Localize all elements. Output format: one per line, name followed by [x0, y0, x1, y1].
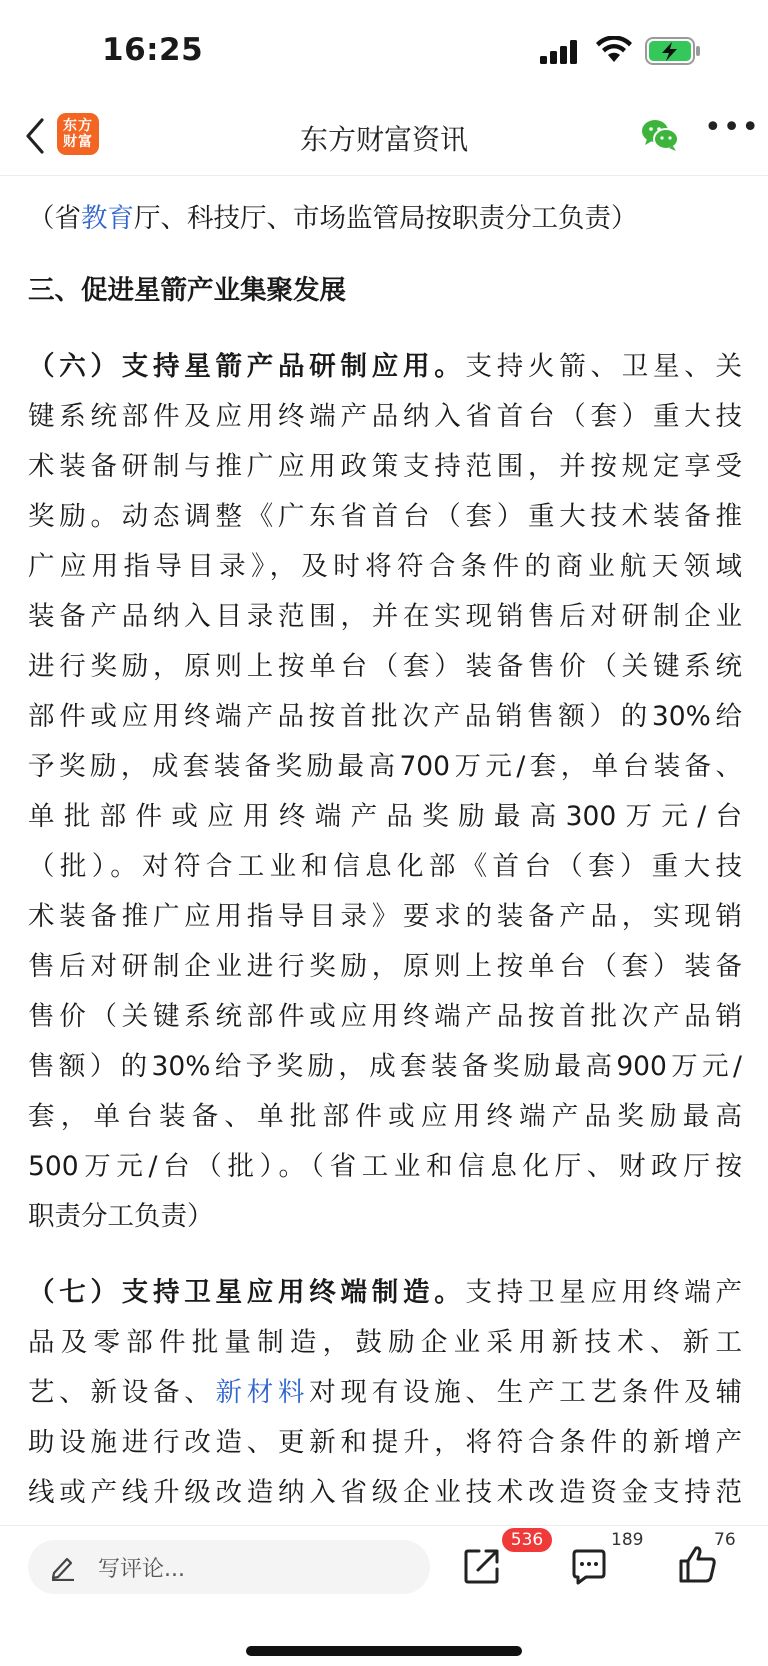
section-heading: 三、促进星箭产业集聚发展 [28, 275, 346, 306]
logo-line-1: 东方 [63, 118, 93, 134]
link-new-materials[interactable]: 新材料 [215, 1377, 310, 1408]
comment-input[interactable] [28, 1540, 430, 1594]
cellular-signal-icon [540, 40, 580, 64]
paragraph-line: （七）支持卫星应用终端制造。支持卫星应用终端产 [28, 1277, 742, 1308]
nav-bar [0, 100, 768, 176]
article-body [28, 160, 742, 1525]
like-count: 76 [714, 1530, 736, 1550]
share-icon[interactable] [462, 1546, 502, 1586]
thumbs-up-icon[interactable] [678, 1544, 718, 1584]
bottom-action-bar [0, 1525, 768, 1666]
paragraph-line: 品及零部件批量制造，鼓励企业采用新技术、新工 [28, 1327, 742, 1358]
paragraph-line: 予奖励，成套装备奖励最高700万元/套，单台装备、 [28, 751, 742, 782]
wifi-icon [596, 36, 632, 64]
paragraph-line: 部件或应用终端产品按首批次产品销售额）的30%给 [28, 701, 742, 732]
paragraph-lead: （六）支持星箭产品研制应用。 [28, 351, 466, 382]
paragraph-six [28, 342, 742, 1242]
paragraph-lead: （七）支持卫星应用终端制造。 [28, 1277, 466, 1308]
more-options-icon[interactable]: ••• [704, 110, 761, 145]
paragraph-line: 进行奖励，原则上按单台（套）装备售价（关键系统 [28, 651, 742, 682]
status-time: 16:25 [102, 32, 204, 68]
paragraph-line: 售额）的30%给予奖励，成套装备奖励最高900万元/ [28, 1051, 742, 1082]
paragraph-line: 500万元/台（批）。（省工业和信息化厅、财政厅按 [28, 1151, 742, 1182]
paragraph-line: 助设施进行改造、更新和提升，将符合条件的新增产 [28, 1427, 742, 1458]
paragraph-line: （六）支持星箭产品研制应用。支持火箭、卫星、关 [28, 351, 742, 382]
comment-icon[interactable] [570, 1548, 608, 1586]
paragraph-line [28, 194, 742, 244]
paragraph-line: 售后对研制企业进行奖励，原则上按单台（套）装备 [28, 951, 742, 982]
paragraph-line: （批）。对符合工业和信息化部《首台（套）重大技 [28, 851, 742, 882]
paragraph-line: 单批部件或应用终端产品奖励最高300万元/台 [28, 801, 742, 832]
logo-line-2: 财富 [63, 134, 93, 150]
link-education[interactable]: 教育 [81, 203, 134, 234]
comment-placeholder: 写评论... [98, 1557, 185, 1582]
paragraph-line: 广应用指导目录》，及时将符合条件的商业航天领域 [28, 551, 742, 582]
paragraph-line: 装备产品纳入目录范围，并在实现销售后对研制企业 [28, 601, 742, 632]
paragraph-line: 线或产线升级改造纳入省级企业技术改造资金支持范 [28, 1477, 742, 1508]
status-bar [0, 0, 768, 100]
paragraph-line: 职责分工负责） [28, 1201, 214, 1232]
page-title: 东方财富资讯 [299, 123, 468, 156]
paragraph-line: 售价（关键系统部件或应用终端产品按首批次产品销 [28, 1001, 742, 1032]
text: 厅、科技厅、市场监管局按职责分工负责） [134, 203, 638, 234]
share-count-badge: 536 [502, 1528, 552, 1552]
battery-charging-icon [645, 36, 701, 66]
text: （省 [28, 203, 81, 234]
pen-icon [50, 1553, 76, 1581]
paragraph-seven [28, 1268, 742, 1518]
paragraph-line: 键系统部件及应用终端产品纳入省首台（套）重大技 [28, 401, 742, 432]
paragraph-line: 套，单台装备、单批部件或应用终端产品奖励最高 [28, 1101, 742, 1132]
paragraph-line: 奖励。动态调整《广东省首台（套）重大技术装备推 [28, 501, 742, 532]
paragraph-line: 术装备研制与推广应用政策支持范围，并按规定享受 [28, 451, 742, 482]
wechat-share-icon[interactable] [641, 118, 679, 152]
paragraph-line: 术装备推广应用指导目录》要求的装备产品，实现销 [28, 901, 742, 932]
comment-count: 189 [611, 1530, 644, 1550]
paragraph-line: 艺、新设备、新材料对现有设施、生产工艺条件及辅 [28, 1377, 742, 1408]
home-indicator [246, 1646, 522, 1656]
